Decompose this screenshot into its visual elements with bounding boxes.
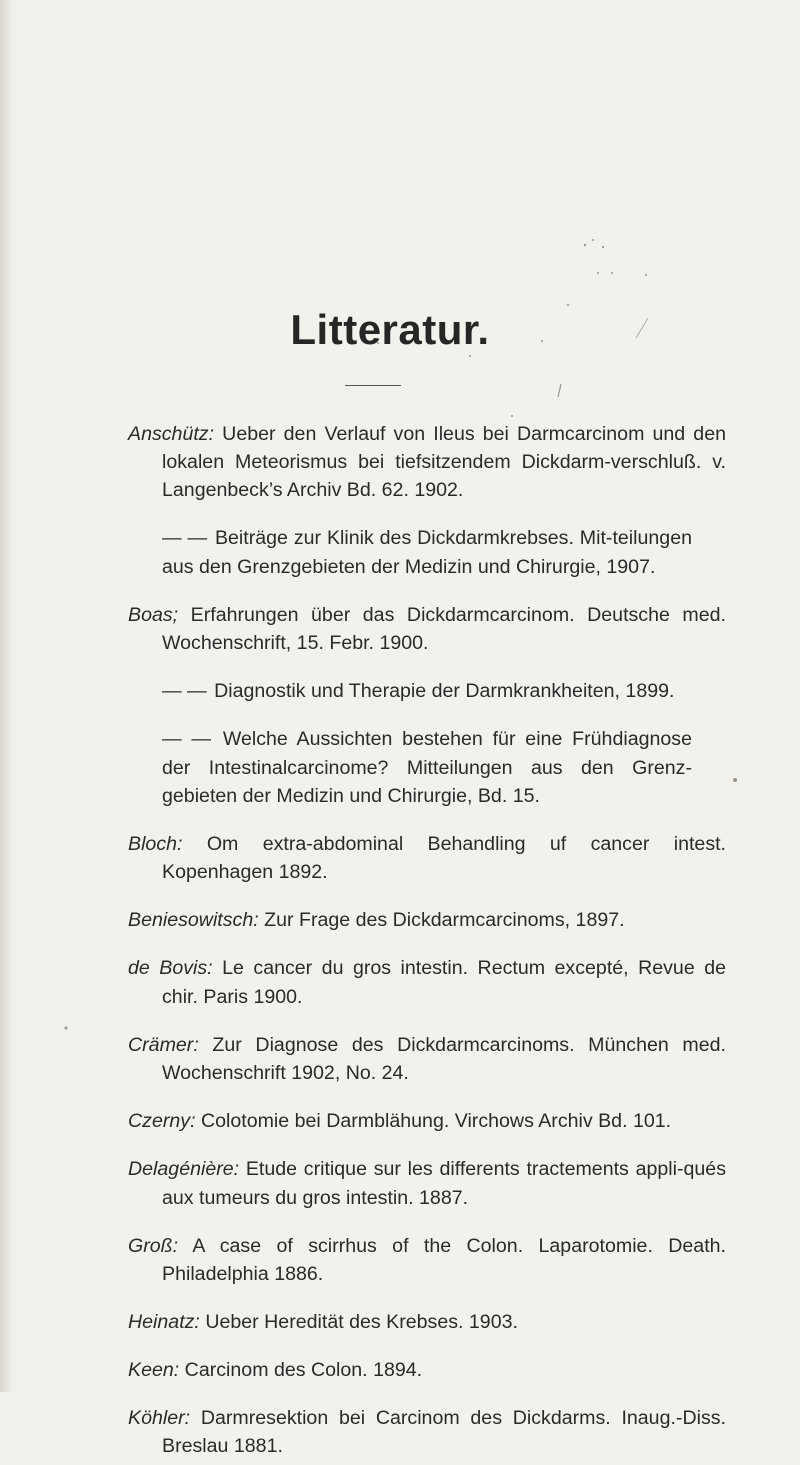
ditto-dash: — — (162, 728, 211, 751)
title-divider (345, 385, 401, 386)
bibliography-entry-anschuetz-2 (162, 524, 692, 581)
bibliography-entry-bloch (128, 830, 726, 887)
entry-text: Welche Aussichten bestehen für eine Frühdiagnose der Intestinalcarcinome? Mitteilungen aus den Grenz-gebieten der Medizin und Chirurgie, Bd. 15. (162, 728, 692, 808)
entry-text: Ueber den Verlauf von Ileus bei Darmcarcinom und den lokalen Meteorismus bei tiefsitzendem Dickdarm-verschluß. v. Langenbeck’s Archiv Bd. 62. 1902. (162, 422, 727, 502)
entry-author: Delagénière: (128, 1158, 240, 1181)
entry-author: Crämer: (128, 1033, 199, 1056)
bibliography-entry-beniesowitsch (128, 906, 726, 934)
entry-author: Heinatz: (128, 1311, 200, 1334)
bibliography-entry-czerny (128, 1107, 726, 1135)
bibliography-entry-koehler (128, 1404, 726, 1461)
entry-text: Darmresektion bei Carcinom des Dickdarms. Inaug.-Diss. Breslau 1881. (162, 1407, 726, 1458)
bibliography-entry-boas-2 (162, 677, 692, 705)
entry-text: Erfahrungen über das Dickdarmcarcinom. Deutsche med. Wochenschrift, 15. Febr. 1900. (162, 603, 726, 655)
ditto-dash: — — (162, 680, 207, 703)
entry-author: Bloch: (128, 833, 183, 856)
entry-text: Ueber Heredität des Krebses. 1903. (205, 1311, 518, 1334)
entry-author: Czerny: (128, 1110, 196, 1133)
entry-author: Beniesowitsch: (128, 909, 259, 932)
bibliography-entry-craemer (128, 1031, 726, 1088)
bibliography-entry-keen (128, 1356, 726, 1384)
bibliography-list (0, 400, 800, 1465)
entry-text: Colotomie bei Darmblähung. Virchows Archiv Bd. 101. (200, 1110, 672, 1133)
entry-text: Beiträge zur Klinik des Dickdarmkrebses. Mit-teilungen aus den Grenzgebieten der Medizin und Chirurgie, 1907. (162, 527, 692, 578)
entry-author: Köhler: (128, 1407, 191, 1430)
bibliography-entry-boas-3 (162, 725, 692, 810)
entry-text: Carcinom des Colon. 1894. (184, 1359, 423, 1382)
entry-text: A case of scirrhus of the Colon. Laparotomie. Death. Philadelphia 1886. (162, 1234, 726, 1286)
entry-author: Keen: (128, 1359, 180, 1382)
bibliography-entry-boas (128, 601, 726, 658)
ditto-dash: — — (162, 527, 208, 550)
entry-text: Zur Frage des Dickdarmcarcinoms, 1897. (264, 909, 625, 932)
entry-author: Boas; (128, 603, 179, 626)
entry-text: Om extra-abdominal Behandling uf cancer intest. Kopenhagen 1892. (162, 833, 726, 884)
bibliography-entry-gross (128, 1232, 726, 1289)
entry-author: Anschütz: (128, 422, 215, 445)
page-title: Litteratur. (290, 306, 490, 353)
bibliography-entry-de-bovis (128, 954, 726, 1011)
entry-text: Diagnostik und Therapie der Darmkrankheiten, 1899. (214, 680, 675, 703)
entry-text: Zur Diagnose des Dickdarmcarcinoms. München med. Wochenschrift 1902, No. 24. (162, 1033, 726, 1085)
bibliography-entry-delageniere (128, 1155, 726, 1212)
entry-text: Le cancer du gros intestin. Rectum excepté, Revue de chir. Paris 1900. (162, 957, 726, 1008)
entry-text: Etude critique sur les differents tractements appli-qués aux tumeurs du gros intestin. 1887. (162, 1158, 726, 1209)
entry-author: de Bovis: (128, 957, 213, 980)
bibliography-entry-anschuetz (128, 420, 726, 505)
entry-author: Groß: (128, 1234, 179, 1257)
bibliography-entry-heinatz (128, 1308, 726, 1336)
